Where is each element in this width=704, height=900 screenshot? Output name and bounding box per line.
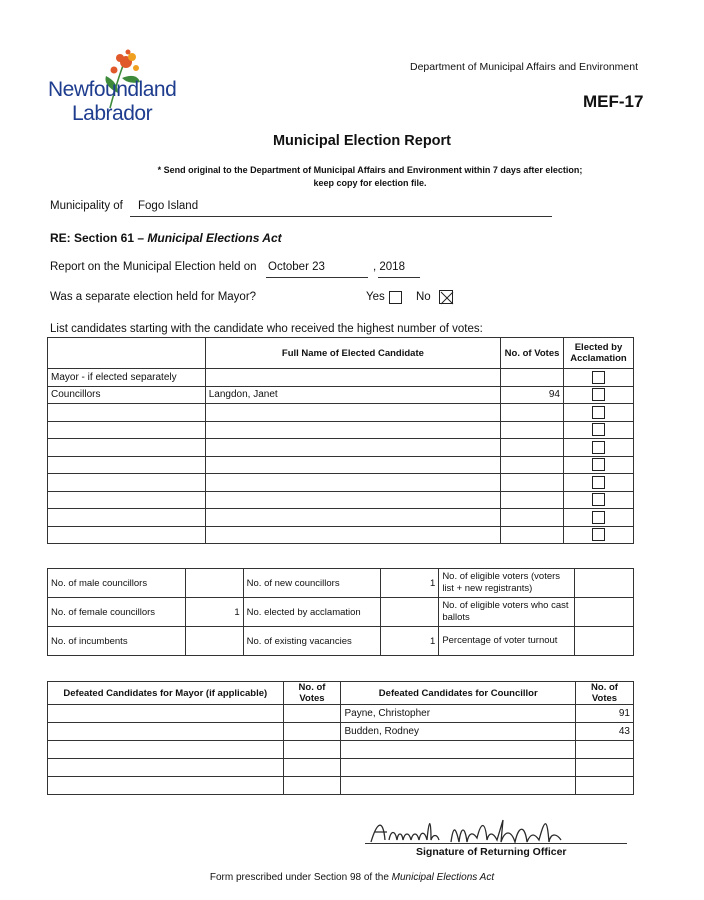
- stat-label: No. elected by acclamation: [243, 598, 381, 627]
- votes-cell[interactable]: [501, 456, 564, 474]
- stat-label: No. of existing vacancies: [243, 627, 381, 656]
- acclamation-checkbox[interactable]: [592, 476, 605, 489]
- mayor-cell[interactable]: [48, 777, 284, 795]
- table-header-row: [48, 338, 634, 369]
- stat-label: No. of incumbents: [48, 627, 186, 656]
- statistics-table: [47, 568, 634, 656]
- acclamation-checkbox[interactable]: [592, 388, 605, 401]
- table-row: [48, 723, 634, 741]
- yes-checkbox[interactable]: [389, 291, 402, 304]
- table-row: [48, 526, 634, 544]
- mayor-cell[interactable]: [48, 741, 284, 759]
- votes-cell[interactable]: [501, 491, 564, 509]
- department-name: Department of Municipal Affairs and Environment: [410, 61, 639, 73]
- acclamation-checkbox[interactable]: [592, 441, 605, 454]
- municipality-label: Municipality of: [50, 200, 123, 212]
- mayor-votes-cell[interactable]: [283, 705, 341, 723]
- votes-cell[interactable]: [501, 526, 564, 544]
- logo-text-newfoundland: Newfoundland: [48, 78, 177, 101]
- acclamation-checkbox[interactable]: [592, 406, 605, 419]
- form-code: MEF-17: [583, 92, 644, 111]
- acclamation-checkbox[interactable]: [592, 528, 605, 541]
- stat-label: No. of eligible voters who cast ballots: [439, 598, 575, 627]
- name-cell[interactable]: [205, 491, 500, 509]
- page-title: Municipal Election Report: [272, 133, 452, 149]
- name-cell[interactable]: Langdon, Janet: [205, 386, 500, 404]
- table-row: [48, 705, 634, 723]
- role-cell: [48, 509, 206, 527]
- year-underline: [378, 277, 420, 278]
- votes-cell[interactable]: [501, 369, 564, 387]
- section-reference: [50, 231, 282, 245]
- councillor-votes-cell[interactable]: [576, 759, 634, 777]
- signature-line: [365, 843, 627, 844]
- role-cell: [48, 474, 206, 492]
- section-act: Municipal Elections Act: [147, 231, 282, 245]
- mayor-cell[interactable]: [48, 705, 284, 723]
- mayor-votes-cell[interactable]: [283, 741, 341, 759]
- councillor-cell[interactable]: [341, 777, 576, 795]
- table-row: [48, 421, 634, 439]
- stat-value[interactable]: 1: [185, 598, 243, 627]
- name-cell[interactable]: [205, 439, 500, 457]
- mayor-votes-cell[interactable]: [283, 723, 341, 741]
- votes-cell[interactable]: [501, 421, 564, 439]
- name-cell[interactable]: [205, 526, 500, 544]
- votes-cell[interactable]: [501, 404, 564, 422]
- votes-cell[interactable]: [501, 509, 564, 527]
- table-row: [48, 404, 634, 422]
- mayor-votes-cell[interactable]: [283, 777, 341, 795]
- councillor-cell[interactable]: Budden, Rodney: [341, 723, 576, 741]
- table-row: [48, 474, 634, 492]
- logo-text-labrador: Labrador: [72, 102, 153, 125]
- municipality-field[interactable]: Fogo Island: [138, 200, 199, 212]
- footer-prefix: Form prescribed under Section 98 of the: [209, 872, 392, 883]
- stat-value[interactable]: 1: [381, 627, 439, 656]
- mayor-votes-cell[interactable]: [283, 759, 341, 777]
- date-underline: [266, 277, 368, 278]
- municipality-underline: [130, 216, 552, 217]
- stat-label: No. of eligible voters (voters list + new registrants): [439, 569, 575, 598]
- stat-label: No. of new councillors: [243, 569, 381, 598]
- votes-cell[interactable]: [501, 439, 564, 457]
- submission-note: [70, 164, 670, 190]
- name-cell[interactable]: [205, 404, 500, 422]
- councillor-votes-cell[interactable]: 43: [576, 723, 634, 741]
- councillor-cell[interactable]: [341, 759, 576, 777]
- footer-note: [0, 872, 704, 883]
- mayor-cell[interactable]: [48, 759, 284, 777]
- table-row: [48, 627, 634, 656]
- note-line-2: keep copy for election file.: [313, 178, 427, 188]
- acclamation-checkbox[interactable]: [592, 458, 605, 471]
- note-line-1: * Send original to the Department of Municipal Affairs and Environment within 7 days after election;: [157, 165, 583, 175]
- signature-label: Signature of Returning Officer: [416, 846, 567, 858]
- table-row: [48, 509, 634, 527]
- role-cell: [48, 526, 206, 544]
- stat-value[interactable]: [575, 627, 634, 656]
- role-cell: [48, 421, 206, 439]
- role-cell: [48, 404, 206, 422]
- votes-cell[interactable]: 94: [501, 386, 564, 404]
- councillor-cell[interactable]: [341, 741, 576, 759]
- table-row: [48, 569, 634, 598]
- stat-value[interactable]: [185, 569, 243, 598]
- role-cell: [48, 491, 206, 509]
- mayor-cell[interactable]: [48, 723, 284, 741]
- table-row: [48, 439, 634, 457]
- mayor-question-label: Was a separate election held for Mayor?: [50, 291, 257, 303]
- role-cell: [48, 439, 206, 457]
- header-acclamation: Elected by Acclamation: [563, 338, 633, 369]
- stat-value[interactable]: [381, 598, 439, 627]
- table-row: [48, 598, 634, 627]
- election-date-field[interactable]: October 23: [268, 261, 325, 273]
- header-votes: No. of Votes: [501, 338, 564, 369]
- role-cell: Mayor - if elected separately: [48, 369, 206, 387]
- report-date-label: Report on the Municipal Election held on: [50, 261, 257, 273]
- header-full-name: Full Name of Elected Candidate: [205, 338, 500, 369]
- stat-value[interactable]: [185, 627, 243, 656]
- elected-candidates-table: [47, 337, 634, 544]
- name-cell[interactable]: [205, 421, 500, 439]
- table-row: [48, 456, 634, 474]
- header-defeated-mayor: Defeated Candidates for Mayor (if applicable): [48, 682, 284, 705]
- councillor-cell[interactable]: Payne, Christopher: [341, 705, 576, 723]
- header-councillor-votes: No. of Votes: [576, 682, 634, 705]
- no-label: No: [416, 291, 431, 303]
- table-row: [48, 386, 634, 404]
- votes-cell[interactable]: [501, 474, 564, 492]
- table-row: [48, 777, 634, 795]
- role-cell: Councillors: [48, 386, 206, 404]
- yes-label: Yes: [366, 291, 385, 303]
- stat-value[interactable]: [575, 598, 634, 627]
- defeated-candidates-table: [47, 681, 634, 795]
- acclamation-checkbox[interactable]: [592, 423, 605, 436]
- name-cell[interactable]: [205, 474, 500, 492]
- table-row: [48, 369, 634, 387]
- stat-label: Percentage of voter turnout: [439, 627, 575, 656]
- name-cell[interactable]: [205, 369, 500, 387]
- acclamation-checkbox[interactable]: [592, 511, 605, 524]
- election-year-field[interactable]: , 2018: [373, 261, 405, 273]
- stat-value[interactable]: [575, 569, 634, 598]
- acclamation-checkbox[interactable]: [592, 493, 605, 506]
- stat-label: No. of female councillors: [48, 598, 186, 627]
- councillor-votes-cell[interactable]: [576, 777, 634, 795]
- councillor-votes-cell[interactable]: [576, 741, 634, 759]
- list-instruction: List candidates starting with the candidate who received the highest number of votes:: [50, 323, 483, 335]
- role-cell: [48, 456, 206, 474]
- header-role: [48, 338, 206, 369]
- name-cell[interactable]: [205, 456, 500, 474]
- councillor-votes-cell[interactable]: 91: [576, 705, 634, 723]
- stat-label: No. of male councillors: [48, 569, 186, 598]
- name-cell[interactable]: [205, 509, 500, 527]
- section-prefix: RE: Section 61 –: [50, 231, 148, 245]
- stat-value[interactable]: 1: [381, 569, 439, 598]
- table-row: [48, 759, 634, 777]
- no-checkbox[interactable]: [439, 290, 453, 304]
- table-row: [48, 741, 634, 759]
- checked-x-icon: [440, 291, 454, 305]
- table-header-row: [48, 682, 634, 705]
- header-mayor-votes: No. of Votes: [283, 682, 341, 705]
- footer-act: Municipal Elections Act: [391, 872, 495, 883]
- header-defeated-councillor: Defeated Candidates for Councillor: [341, 682, 576, 705]
- acclamation-checkbox[interactable]: [592, 371, 605, 384]
- table-row: [48, 491, 634, 509]
